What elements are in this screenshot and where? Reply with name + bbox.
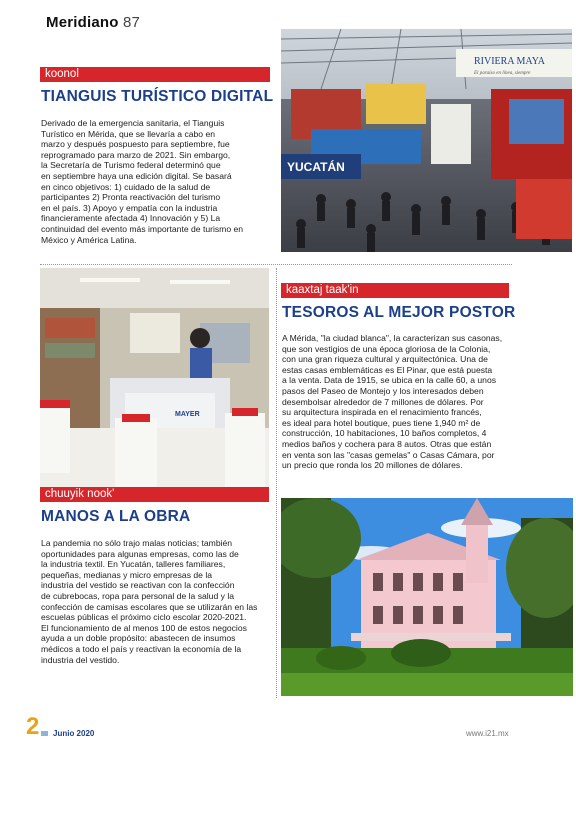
body-line: reprogramado para marzo de 2021. Sin embargo, (41, 149, 231, 160)
magazine-icon (41, 731, 48, 736)
body-line: Derivado de la emergencia sanitaria, el Tianguis (41, 118, 225, 128)
body-line: El funcionamiento de al menos 100 de estos negocios (41, 622, 247, 633)
body-line: en venta son las "casas gemelas" o Casas Cámara, por (282, 449, 495, 460)
article-title-manos: MANOS A LA OBRA (41, 508, 191, 525)
body-line: un precio que ronda los 20 millones de dólares. (282, 460, 463, 471)
body-line: a la venta. Data de 1915, se ubica en la calle 60, a unos (282, 375, 497, 386)
body-line: marzo y después pospuesto para septiembre, fue (41, 139, 230, 150)
body-line: en el país. 3) Apoyo y empatía con la industria (41, 202, 218, 213)
section-tag-koonol: koonol (40, 67, 270, 82)
column-divider (276, 268, 277, 698)
section-divider (40, 264, 512, 265)
body-line: con una gran riqueza cultural y arquitectónica. Una de (282, 354, 488, 365)
body-line: pequeñas, medianas y micro empresas de la (41, 569, 213, 580)
textile-workshop-photo (40, 268, 269, 488)
masthead-brand: Meridiano (46, 14, 119, 31)
body-line: financieramente afectada 4) Innovación y 5) La (41, 213, 221, 224)
body-line: confección de camisas escolares que se utilizarán en las (41, 601, 258, 612)
body-line: ayuda a un doble propósito: abastecen de insumos (41, 633, 236, 644)
section-tag-chuuyik-nook: chuuyik nook' (40, 487, 269, 502)
article-title-tianguis: TIANGUIS TURÍSTICO DIGITAL (41, 88, 274, 105)
footer-date: Junio 2020 (53, 729, 95, 738)
body-line: construcción, 10 habitaciones, 10 baños completos, 4 (282, 428, 487, 439)
article-body-tianguis (41, 118, 273, 245)
body-line: la Secretaría de Turismo federal determinó que (41, 160, 221, 171)
body-line: de cubrebocas, ropa para personal de la salud y la (41, 590, 235, 601)
body-line: su arquitectura inspirada en el renacimiento francés, (282, 407, 482, 418)
riviera-maya-tagline: El paraíso en línea, siempre (474, 71, 531, 76)
article-body-tesoros (282, 333, 516, 471)
mansion-photo (281, 498, 573, 696)
body-line: en cinco objetivos: 1) cuidado de la salud de (41, 181, 211, 192)
article-title-tesoros: TESOROS AL MEJOR POSTOR (282, 304, 516, 321)
footer-website-link[interactable]: www.i21.mx (466, 729, 509, 738)
body-line: oportunidades para algunas empresas, como las de (41, 548, 239, 559)
riviera-maya-sign: RIVIERA MAYA (474, 56, 546, 67)
body-line: continuidad del evento más importante de turismo en (41, 223, 244, 234)
body-line: escuelas públicas el próximo ciclo escolar 2020-2021. (41, 612, 247, 623)
body-line: La pandemia no sólo trajo malas noticias; también (41, 538, 233, 548)
body-line: A Mérida, "la ciudad blanca", la caracterizan sus casonas, (282, 333, 503, 343)
article-body-manos (41, 538, 273, 665)
body-line: estas casas emblemáticas es El Pinar, que está puesta (282, 364, 493, 375)
yucatan-sign: YUCATÁN (287, 160, 345, 174)
body-line: que son vestigios de una época gloriosa de la Colonia, (282, 343, 491, 354)
body-line: industria del vestido se reactivan con la confección (41, 580, 235, 591)
masthead (46, 14, 140, 31)
body-line: Turístico en Mérida, que se llevaría a cabo en (41, 128, 216, 139)
section-tag-kaaxtaj-taakin: kaaxtaj taak'in (281, 283, 509, 298)
body-line: médicos a todo el país y reactivan la economía de la (41, 643, 242, 654)
body-line: medios baños y cochera para 8 autos. Otras que están (282, 438, 492, 449)
body-line: México y América Latina. (41, 234, 137, 245)
body-line: desembolsar alrededor de 7 millones de dólares. Por (282, 396, 484, 407)
body-line: industria del vestido. (41, 654, 120, 665)
body-line: es ideal para hotel boutique, pues tiene 1,940 m² de (282, 417, 481, 428)
body-line: participantes 2) Pronta reactivación del turismo (41, 192, 221, 203)
masthead-page-number: 87 (123, 14, 141, 31)
body-line: pasos del Paseo de Montejo y los interesados deben (282, 385, 484, 396)
body-line: la industria textil. En Yucatán, talleres familiares, (41, 559, 226, 570)
body-line: en septiembre haya una edición digital. Se basará (41, 170, 232, 181)
footer-page-number: 2 (26, 713, 40, 740)
machine-brand: MAYER (175, 411, 200, 418)
expo-hall-photo (281, 29, 572, 252)
